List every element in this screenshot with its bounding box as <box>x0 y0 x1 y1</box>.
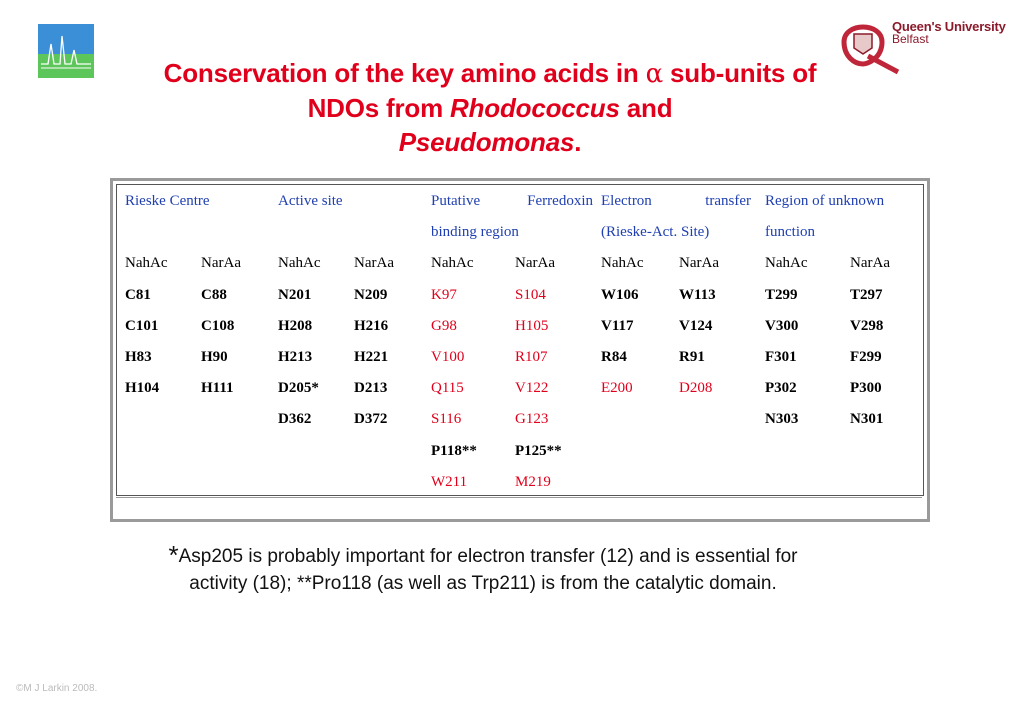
title-text-2: sub-units of NDOs from <box>307 58 817 123</box>
amino-acid-table-frame <box>110 178 930 522</box>
table-cell: V300 <box>765 317 799 334</box>
table-row <box>125 311 920 342</box>
table-cell: N201 <box>278 286 312 303</box>
table-cell: G123 <box>515 411 549 428</box>
table-cell: K97 <box>431 286 457 303</box>
table-row <box>125 373 920 404</box>
table-cell: R107 <box>515 349 548 366</box>
table-cell: P125** <box>515 442 562 459</box>
header-unknown-region-line2: function <box>765 224 815 241</box>
table-cell: S104 <box>515 286 546 303</box>
table-cell: W211 <box>431 473 468 490</box>
subheader-cell: NarAa <box>354 255 394 272</box>
subheader-cell: NarAa <box>679 255 719 272</box>
table-cell: W113 <box>679 286 716 303</box>
title-genus-pseudomonas: Pseudomonas <box>398 127 575 157</box>
table-cell <box>765 467 850 498</box>
table-row <box>125 467 920 498</box>
table-cell <box>354 436 431 467</box>
subheader-cell: NahAc <box>278 255 321 272</box>
table-row <box>125 404 920 435</box>
table-cell: W106 <box>601 286 639 303</box>
subheader-cell: NahAc <box>601 255 644 272</box>
table-cell: H216 <box>354 317 389 334</box>
table-cell: D208 <box>679 380 713 397</box>
copyright-notice: ©M J Larkin 2008. <box>16 683 98 694</box>
table-cell: M219 <box>515 473 551 490</box>
footnote-text: Asp205 is probably important for electron transfer (12) and is essential for activity (18); **Pro118 (as well as Trp211) is from the catalytic domain. <box>178 546 798 594</box>
table-cell: H104 <box>125 380 160 397</box>
amino-acid-table <box>125 186 920 498</box>
subheader-cell: NahAc <box>765 255 808 272</box>
table-cell: C81 <box>125 286 151 303</box>
table-cell <box>201 467 278 498</box>
subheader-cell: NarAa <box>201 255 241 272</box>
table-cell: H83 <box>125 349 152 366</box>
table-cell: H111 <box>201 380 234 397</box>
table-cell <box>125 436 201 467</box>
subheader-cell: NarAa <box>850 255 890 272</box>
table-cell: C108 <box>201 317 235 334</box>
table-row <box>125 436 920 467</box>
table-cell: D205* <box>278 380 319 397</box>
table-cell <box>278 436 354 467</box>
table-cell: H221 <box>354 349 389 366</box>
table-cell <box>201 404 278 435</box>
table-cell: N303 <box>765 411 799 428</box>
table-cell: Q115 <box>431 380 464 397</box>
group-header-row-2 <box>125 217 920 248</box>
university-name-line1: Queen's University <box>892 19 1006 34</box>
table-cell <box>601 404 679 435</box>
university-name <box>892 20 1006 46</box>
table-row <box>125 342 920 373</box>
table-cell <box>679 436 765 467</box>
table-cell: E200 <box>601 380 633 397</box>
table-cell: P118** <box>431 442 477 459</box>
table-body <box>125 280 920 498</box>
spectrum-logo-icon <box>38 24 94 78</box>
table-cell: F299 <box>850 349 882 366</box>
table-cell: C101 <box>125 317 159 334</box>
table-cell <box>850 436 920 467</box>
table-cell: F301 <box>765 349 797 366</box>
table-cell: H105 <box>515 317 549 334</box>
table-cell: D372 <box>354 411 388 428</box>
table-cell: P300 <box>850 380 882 397</box>
table-cell: V298 <box>850 317 884 334</box>
table-cell <box>354 467 431 498</box>
table-cell: V100 <box>431 349 465 366</box>
table-cell <box>765 436 850 467</box>
table-cell: H208 <box>278 317 313 334</box>
table-cell: N301 <box>850 411 884 428</box>
group-header-row <box>125 186 920 217</box>
table-cell: P302 <box>765 380 797 397</box>
title-alpha-symbol: α <box>645 59 663 89</box>
footnote-asterisk: * <box>168 540 179 570</box>
table-cell: R84 <box>601 349 627 366</box>
amino-acid-table-border <box>116 184 924 496</box>
table-cell: D362 <box>278 411 312 428</box>
table-cell <box>679 404 765 435</box>
sub-header-row <box>125 248 920 279</box>
header-electron-transfer: Electron transfer <box>601 193 751 210</box>
table-cell <box>601 436 679 467</box>
table-cell <box>201 436 278 467</box>
header-electron-transfer-line2: (Rieske-Act. Site) <box>601 224 710 241</box>
table-cell: S116 <box>431 411 462 428</box>
table-cell: T297 <box>850 286 883 303</box>
table-cell <box>850 467 920 498</box>
table-cell <box>125 467 201 498</box>
table-cell: G98 <box>431 317 457 334</box>
title-text-1: Conservation of the key amino acids in <box>163 58 646 88</box>
table-cell: R91 <box>679 349 705 366</box>
table-cell: H90 <box>201 349 228 366</box>
table-cell <box>679 467 765 498</box>
table-cell <box>125 404 201 435</box>
title-end: . <box>574 127 582 157</box>
table-cell <box>601 467 679 498</box>
table-cell: D213 <box>354 380 388 397</box>
header-ferredoxin: Putative Ferredoxin <box>431 193 593 210</box>
header-active-site: Active site <box>278 193 343 210</box>
table-cell: N209 <box>354 286 388 303</box>
table-cell: C88 <box>201 286 227 303</box>
table-row <box>125 280 920 311</box>
table-cell: T299 <box>765 286 798 303</box>
subheader-cell: NarAa <box>515 255 555 272</box>
header-unknown-region: Region of unknown <box>765 193 885 210</box>
table-cell: V124 <box>679 317 713 334</box>
header-rieske-centre: Rieske Centre <box>125 193 210 210</box>
table-cell: V122 <box>515 380 549 397</box>
table-cell <box>278 467 354 498</box>
slide-title <box>140 56 840 159</box>
footnote <box>160 542 806 597</box>
title-text-3: and <box>619 93 673 123</box>
subheader-cell: NahAc <box>125 255 168 272</box>
table-divider <box>116 497 922 498</box>
header-ferredoxin-line2: binding region <box>431 224 519 241</box>
university-name-line2: Belfast <box>892 32 929 46</box>
subheader-cell: NahAc <box>431 255 474 272</box>
table-cell: H213 <box>278 349 313 366</box>
table-cell: V117 <box>601 317 634 334</box>
title-genus-rhodococcus: Rhodococcus <box>450 93 620 123</box>
